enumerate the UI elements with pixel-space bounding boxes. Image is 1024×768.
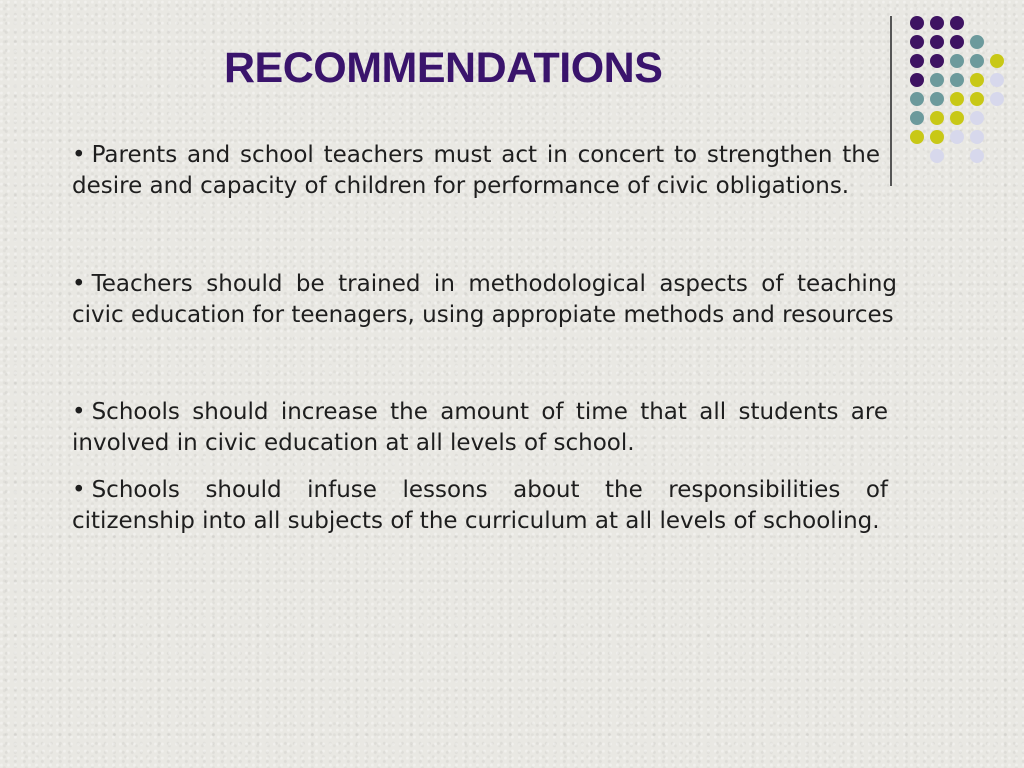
decorative-dot [950, 35, 964, 49]
decorative-dot [970, 73, 984, 87]
decorative-dot [930, 54, 944, 68]
slide-title: RECOMMENDATIONS [224, 44, 663, 92]
bullet-item [72, 475, 888, 537]
bullet-item [72, 269, 897, 331]
decorative-dot [910, 54, 924, 68]
bullet-text: Parents and school teachers must act in concert to strengthen the desire and capacity of children for performance of civic obligations. [72, 142, 880, 199]
title-divider-line [890, 16, 892, 186]
decorative-dot [950, 111, 964, 125]
decorative-dot [970, 54, 984, 68]
decorative-dot [910, 73, 924, 87]
decorative-dot [970, 149, 984, 163]
decorative-dot [930, 111, 944, 125]
decorative-dot [930, 149, 944, 163]
decorative-dot [950, 73, 964, 87]
bullet-marker: • [72, 142, 86, 168]
decorative-dot [930, 92, 944, 106]
decorative-dot [910, 16, 924, 30]
decorative-dot [990, 54, 1004, 68]
decorative-dot [970, 130, 984, 144]
decorative-dot [950, 16, 964, 30]
decorative-dot [990, 92, 1004, 106]
bullet-text: Schools should infuse lessons about the responsibilities of citizenship into all subjects of the curriculum at all levels of schooling. [72, 477, 888, 534]
decorative-dot [950, 130, 964, 144]
decorative-dot [910, 130, 924, 144]
decorative-dot [910, 92, 924, 106]
bullet-text: Schools should increase the amount of time that all students are involved in civic education at all levels of school. [72, 399, 888, 456]
decorative-dot [930, 16, 944, 30]
decorative-dot [930, 35, 944, 49]
decorative-dot [930, 73, 944, 87]
decorative-dot [930, 130, 944, 144]
decorative-dot [970, 111, 984, 125]
decorative-dot [910, 35, 924, 49]
bullet-item [72, 397, 888, 459]
bullet-text: Teachers should be trained in methodological aspects of teaching civic education for teenagers, using appropiate methods and resources [72, 271, 897, 328]
bullet-marker: • [72, 399, 86, 425]
decorative-dot-grid [906, 10, 1016, 170]
bullet-marker: • [72, 271, 86, 297]
decorative-dot [950, 92, 964, 106]
decorative-dot [910, 111, 924, 125]
bullet-item [72, 140, 880, 202]
decorative-dot [970, 35, 984, 49]
bullet-marker: • [72, 477, 86, 503]
decorative-dot [990, 73, 1004, 87]
decorative-dot [950, 54, 964, 68]
decorative-dot [970, 92, 984, 106]
